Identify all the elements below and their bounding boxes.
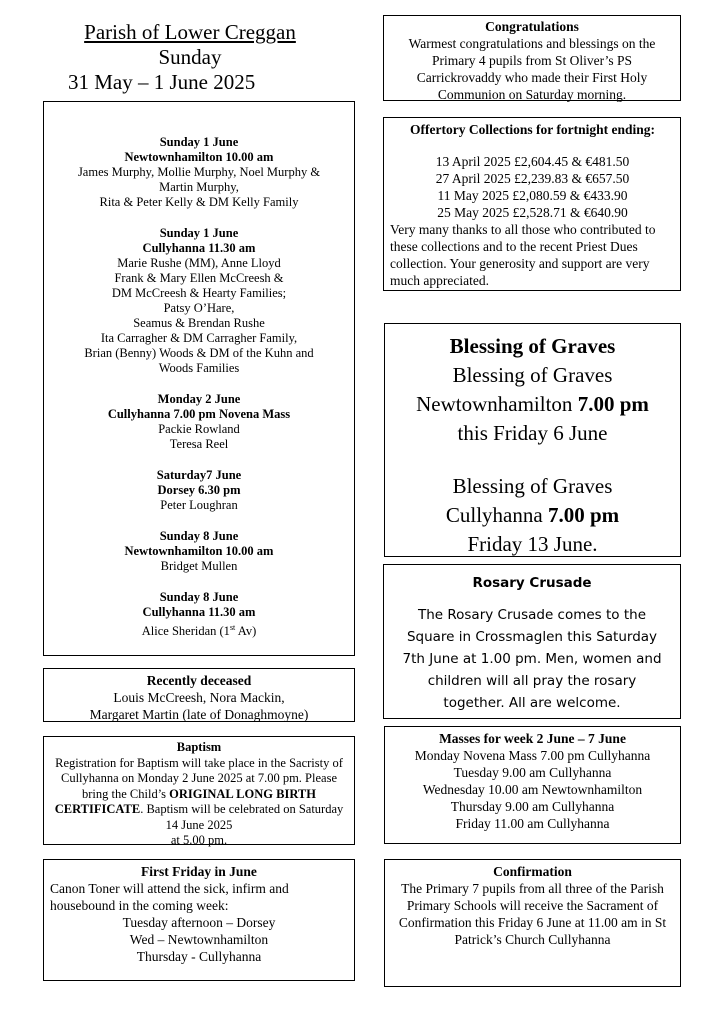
intention-name: Teresa Reel	[169, 437, 229, 451]
intention-name: Martin Murphy,	[159, 180, 239, 194]
first-friday-line: Thursday - Cullyhanna	[136, 949, 262, 964]
offertory-thanks: Very many thanks to all those who contributed to these collections and to the recent Priest Dues collection. Your generosity and support are very much appreciated.	[390, 222, 656, 288]
graves-line: Newtownhamilton 7.00 pm	[416, 392, 649, 416]
intention-place-time: Cullyhanna 11.30 am	[142, 241, 256, 255]
header-dates: 31 May – 1 June 2025	[68, 70, 256, 94]
graves-line: this Friday 6 June	[457, 421, 608, 445]
intention-name: Patsy O’Hare,	[163, 301, 235, 315]
intention-day: Saturday7 June	[156, 468, 242, 482]
graves-line: Friday 13 June.	[467, 532, 598, 556]
intention-name: Peter Loughran	[160, 498, 238, 512]
intention-day: Sunday 1 June	[159, 226, 239, 240]
intention-place-time: Newtownhamilton 10.00 am	[124, 544, 274, 558]
graves-line: Blessing of Graves	[452, 363, 613, 387]
graves-line: Cullyhanna 7.00 pm	[445, 503, 620, 527]
intention-name: DM McCreesh & Hearty Families;	[111, 286, 287, 300]
intention-place-time: Cullyhanna 11.30 am	[142, 605, 256, 619]
intention-place-time: Newtownhamilton 10.00 am	[124, 150, 274, 164]
intention-name: Seamus & Brendan Rushe	[133, 316, 265, 330]
rosary-box	[383, 564, 681, 719]
intention-name: Rita & Peter Kelly & DM Kelly Family	[99, 195, 299, 209]
baptism-text: Registration for Baptism will take place in the Sacristy of Cullyhanna on Monday 2 June 2025 at 7.00 pm. Please bring the Child’s ORIGINAL LONG BIRTH CERTIFICATE. Baptism will be celebrated on Saturday 14 June 2025	[54, 755, 344, 832]
graves-heading: Blessing of Graves	[449, 334, 616, 358]
graves-box	[384, 323, 681, 557]
first-friday-box	[43, 859, 355, 981]
offertory-line: 13 April 2025 £2,604.45 & €481.50	[435, 154, 630, 169]
parish-title: Parish of Lower Creggan	[84, 20, 296, 44]
deceased-line: Margaret Martin (late of Donaghmoyne)	[89, 707, 309, 722]
intention-place-time: Cullyhanna 7.00 pm Novena Mass	[107, 407, 291, 421]
intention-day: Monday 2 June	[157, 392, 241, 406]
graves-line: Blessing of Graves	[452, 474, 613, 498]
intention-entry	[44, 226, 354, 376]
first-friday-heading: First Friday in June	[141, 864, 257, 879]
intention-entry	[44, 590, 354, 639]
intention-name: Ita Carragher & DM Carragher Family,	[100, 331, 298, 345]
congratulations-text: Warmest congratulations and blessings on the Primary 4 pupils from St Oliver’s PS Carrickrovaddy who made their First Holy Communion on Saturday morning.	[408, 36, 656, 102]
rosary-heading: Rosary Crusade	[472, 575, 592, 591]
masses-week-heading: Masses for week 2 June – 7 June	[439, 731, 626, 746]
header-day: Sunday	[158, 45, 222, 69]
masses-week-line: Monday Novena Mass 7.00 pm Cullyhanna	[414, 748, 651, 763]
congratulations-box	[383, 15, 681, 101]
masses-week-line: Tuesday 9.00 am Cullyhanna	[453, 765, 612, 780]
offertory-line: 11 May 2025 £2,080.59 & €433.90	[437, 188, 628, 203]
intention-name: Frank & Mary Ellen McCreesh &	[114, 271, 284, 285]
intention-entry	[44, 392, 354, 452]
intention-name: Woods Families	[158, 361, 240, 375]
confirmation-heading: Confirmation	[493, 864, 572, 879]
masses-week-box	[384, 726, 681, 844]
baptism-box	[43, 736, 355, 845]
intention-name: James Murphy, Mollie Murphy, Noel Murphy &	[77, 165, 321, 179]
intention-name: Marie Rushe (MM), Anne Lloyd	[117, 256, 281, 270]
offertory-line: 25 May 2025 £2,528.71 & €640.90	[437, 205, 628, 220]
rosary-text: The Rosary Crusade comes to the Square in Crossmaglen this Saturday 7th June at 1.00 pm. Men, women and children will all pray the rosary together. All are welcome.	[402, 607, 662, 711]
baptism-heading: Baptism	[176, 740, 222, 754]
masses-week-line: Friday 11.00 am Cullyhanna	[455, 816, 610, 831]
intention-name: Brian (Benny) Woods & DM of the Kuhn and	[84, 346, 314, 360]
parish-header	[40, 20, 340, 95]
masses-week-line: Thursday 9.00 am Cullyhanna	[450, 799, 615, 814]
deceased-box	[43, 668, 355, 722]
intention-place-time: Dorsey 6.30 pm	[157, 483, 241, 497]
offertory-box	[383, 117, 681, 291]
deceased-heading: Recently deceased	[146, 673, 252, 688]
first-friday-intro: Canon Toner will attend the sick, infirm and housebound in the coming week:	[50, 881, 289, 913]
mass-intentions-box	[43, 101, 355, 656]
intention-entry	[44, 135, 354, 210]
offertory-heading: Offertory Collections for fortnight ending:	[410, 122, 655, 137]
deceased-line: Louis McCreesh, Nora Mackin,	[113, 690, 285, 705]
masses-week-line: Wednesday 10.00 am Newtownhamilton	[422, 782, 643, 797]
intention-entry	[44, 468, 354, 513]
congratulations-heading: Congratulations	[485, 19, 579, 34]
baptism-time: at 5.00 pm.	[170, 833, 228, 847]
intention-day: Sunday 8 June	[159, 529, 239, 543]
confirmation-box	[384, 859, 681, 987]
intention-day: Sunday 8 June	[159, 590, 239, 604]
confirmation-text: The Primary 7 pupils from all three of the Parish Primary Schools will receive the Sacrament of Confirmation this Friday 6 June at 11.00 am in St Patrick’s Church Cullyhanna	[398, 881, 667, 947]
intention-name: Packie Rowland	[158, 422, 240, 436]
offertory-line: 27 April 2025 £2,239.83 & €657.50	[435, 171, 630, 186]
intention-name: Bridget Mullen	[160, 559, 238, 573]
intention-day: Sunday 1 June	[159, 135, 239, 149]
intention-name: Alice Sheridan (1st Av)	[141, 623, 257, 639]
first-friday-line: Tuesday afternoon – Dorsey	[122, 915, 276, 930]
intention-entry	[44, 529, 354, 574]
first-friday-line: Wed – Newtownhamilton	[129, 932, 269, 947]
